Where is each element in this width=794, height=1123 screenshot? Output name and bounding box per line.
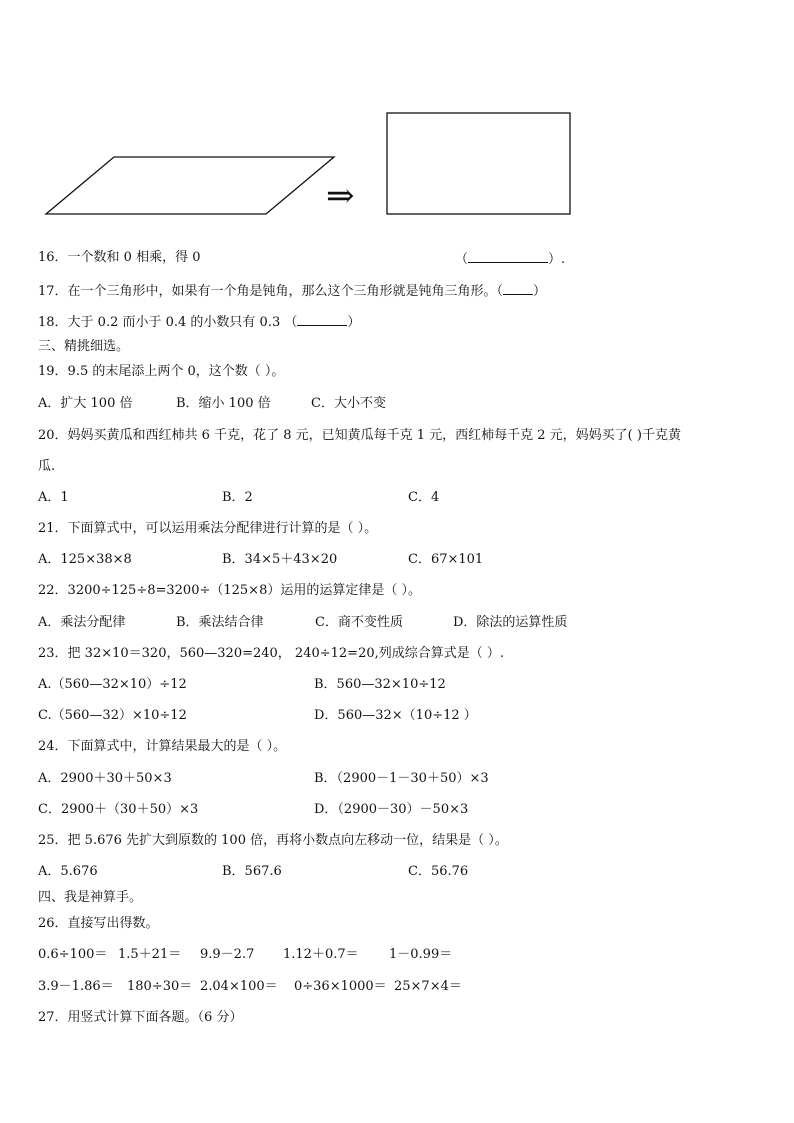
question-16: [38, 250, 200, 266]
option-c[interactable]: C．商不变性质: [315, 615, 403, 630]
calc-item: 3.9－1.86＝: [38, 979, 114, 994]
question-17-close: ）: [533, 284, 547, 299]
question-16-close: ）.: [548, 252, 566, 267]
answer-blank[interactable]: [503, 282, 533, 295]
option-a[interactable]: A．2900＋30＋50×3: [38, 771, 172, 786]
option-b[interactable]: B．34×5＋43×20: [222, 552, 338, 567]
question-23: 23．把 32×10＝320，560—320=240， 240÷12=20,列成综合算式是（ ）.: [38, 646, 505, 661]
option-c[interactable]: C．4: [408, 490, 440, 505]
option-d[interactable]: D．除法的运算性质: [453, 615, 568, 630]
option-a[interactable]: A．乘法分配律: [38, 615, 126, 630]
option-b[interactable]: B．560—32×10÷12: [314, 677, 446, 692]
parallelogram-shape: [46, 157, 334, 214]
shape-transform-figure: [0, 0, 794, 230]
question-20-line-1: 20．妈妈买黄瓜和西红柿共 6 千克，花了 8 元，已知黄瓜每千克 1 元，西红柿每千克 2 元，妈妈买了( )千克黄: [38, 428, 681, 443]
option-b[interactable]: B．缩小 100 倍: [176, 396, 271, 411]
question-24: 24．下面算式中，计算结果最大的是（ ）。: [38, 739, 287, 754]
double-arrow-icon: ⇒: [326, 176, 355, 216]
option-b[interactable]: B．2: [222, 490, 253, 505]
question-18-close: ）: [347, 315, 361, 330]
answer-blank[interactable]: [468, 250, 548, 263]
option-d[interactable]: D．（2900－30）－50×3: [314, 802, 469, 817]
option-c[interactable]: C．56.76: [408, 864, 469, 879]
question-25: 25．把 5.676 先扩大到原数的 100 倍，再将小数点向左移动一位，结果是（ ）。: [38, 833, 508, 848]
calc-item: 2.04×100＝: [200, 979, 278, 994]
calc-item: 9.9－2.7: [200, 947, 255, 962]
calc-item: 0.6÷100＝: [38, 947, 108, 962]
question-20-line-2: 瓜.: [38, 459, 56, 474]
section-heading: 三、精挑细选。: [38, 339, 130, 354]
option-b[interactable]: B．（2900－1－30＋50）×3: [314, 771, 489, 786]
question-22: 22．3200÷125÷8=3200÷（125×8）运用的运算定律是（ ）。: [38, 583, 421, 598]
question-16-answer: [455, 250, 565, 268]
calc-item: 180÷30＝: [127, 979, 193, 994]
option-c[interactable]: C．大小不变: [311, 396, 386, 411]
question-18-text: 18．大于 0.2 而小于 0.4 的小数只有 0.3 （: [38, 315, 298, 330]
question-21: 21．下面算式中，可以运用乘法分配律进行计算的是（ ）。: [38, 521, 378, 536]
calc-item: 1－0.99＝: [389, 947, 453, 962]
calc-item: 25×7×4＝: [394, 979, 462, 994]
calc-item: 1.5＋21＝: [118, 947, 182, 962]
rectangle-shape: [387, 113, 570, 214]
option-c[interactable]: C．2900＋（30＋50）×3: [38, 802, 199, 817]
option-c[interactable]: C.（560—32）×10÷12: [38, 708, 187, 723]
question-16-text: 16．一个数和 0 相乘，得 0: [38, 250, 201, 265]
option-b[interactable]: B．567.6: [222, 864, 282, 879]
question-16-open: （: [455, 252, 469, 267]
answer-blank[interactable]: [297, 313, 347, 326]
section-heading: 四、我是神算手。: [38, 890, 143, 905]
question-19: 19．9.5 的末尾添上两个 0，这个数（ ）。: [38, 364, 285, 379]
question-17-text: 17．在一个三角形中，如果有一个角是钝角，那么这个三角形就是钝角三角形。（: [38, 284, 504, 299]
option-a[interactable]: A．5.676: [38, 864, 98, 879]
question-27: 27．用竖式计算下面各题。（6 分）: [38, 1010, 243, 1025]
calc-item: 1.12＋0.7＝: [283, 947, 359, 962]
option-d[interactable]: D．560—32×（10÷12 ）: [314, 708, 477, 723]
question-18: [38, 313, 360, 331]
option-a[interactable]: A．1: [38, 490, 69, 505]
option-a[interactable]: A．扩大 100 倍: [38, 396, 133, 411]
option-b[interactable]: B．乘法结合律: [176, 615, 264, 630]
option-a[interactable]: A.（560—32×10）÷12: [38, 677, 187, 692]
option-a[interactable]: A．125×38×8: [38, 552, 132, 567]
calc-item: 0÷36×1000＝: [294, 979, 387, 994]
option-c[interactable]: C．67×101: [408, 552, 484, 567]
question-17: [38, 282, 546, 300]
question-26: 26．直接写出得数。: [38, 916, 159, 931]
